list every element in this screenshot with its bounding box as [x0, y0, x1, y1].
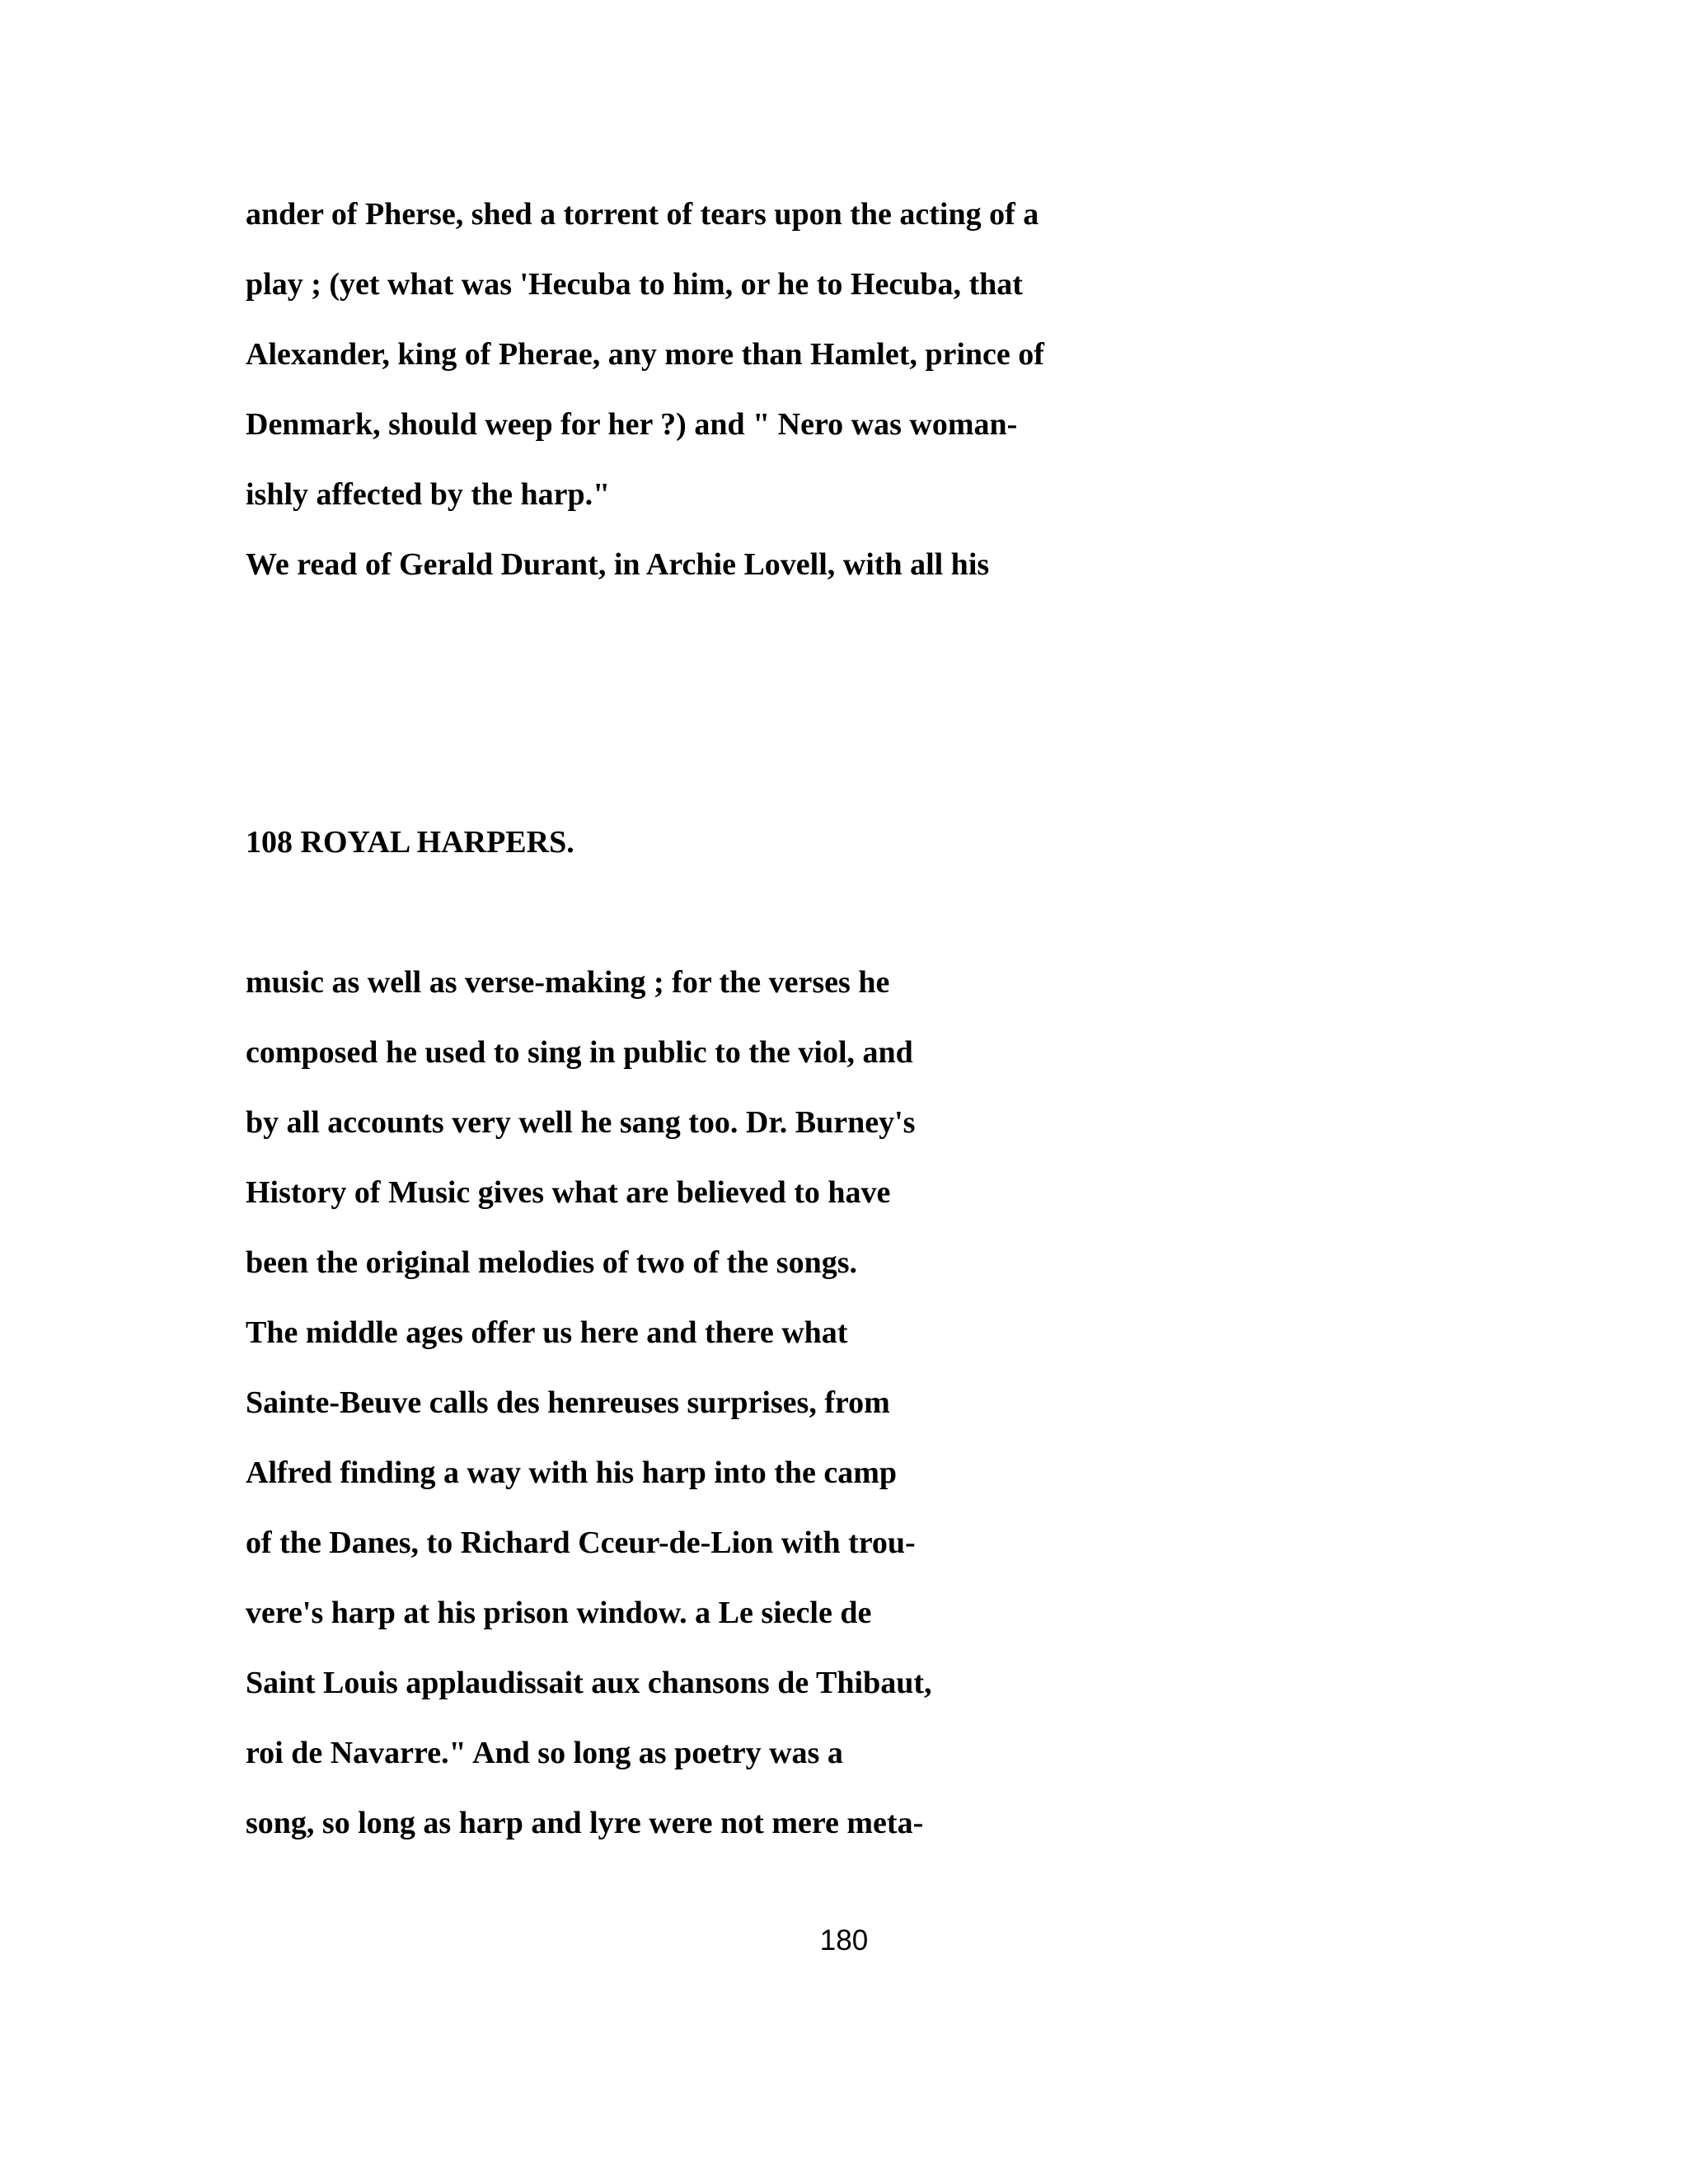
text-block-bottom — [246, 948, 1482, 1858]
text-line: Sainte-Beuve calls des henreuses surprises, from — [246, 1385, 890, 1420]
text-line: vere's harp at his prison window. a Le siecle de — [246, 1596, 872, 1630]
text-line: by all accounts very well he sang too. Dr. Burney's — [246, 1105, 916, 1140]
text-line: Saint Louis applaudissait aux chansons de Thibaut, — [246, 1666, 932, 1700]
text-line: The middle ages offer us here and there what — [246, 1315, 848, 1350]
text-line: ishly affected by the harp." — [246, 477, 611, 512]
running-head: 108 ROYAL HARPERS. — [246, 825, 574, 860]
text-line: Alfred finding a way with his harp into the camp — [246, 1455, 898, 1490]
text-line: roi de Navarre." And so long as poetry was a — [246, 1736, 843, 1770]
text-line: music as well as verse-making ; for the verses he — [246, 965, 890, 1000]
page-number: 180 — [819, 1924, 869, 1957]
text-line: been the original melodies of two of the songs. — [246, 1245, 858, 1280]
text-line: We read of Gerald Durant, in Archie Lovell, with all his — [246, 547, 990, 582]
text-line: song, so long as harp and lyre were not mere meta- — [246, 1806, 924, 1840]
text-line: Alexander, king of Pherae, any more than Hamlet, prince of — [246, 337, 1044, 372]
text-line: play ; (yet what was 'Hecuba to him, or he to Hecuba, that — [246, 267, 1023, 302]
text-block-top — [246, 180, 1482, 600]
text-line: of the Danes, to Richard Cceur-de-Lion with trou- — [246, 1526, 916, 1560]
running-head-block — [246, 808, 1482, 878]
text-line: Denmark, should weep for her ?) and " Nero was woman- — [246, 407, 1018, 442]
text-line: ander of Pherse, shed a torrent of tears upon the acting of a — [246, 197, 1039, 232]
text-line: composed he used to sing in public to the viol, and — [246, 1035, 913, 1070]
text-line: History of Music gives what are believed to have — [246, 1175, 891, 1210]
